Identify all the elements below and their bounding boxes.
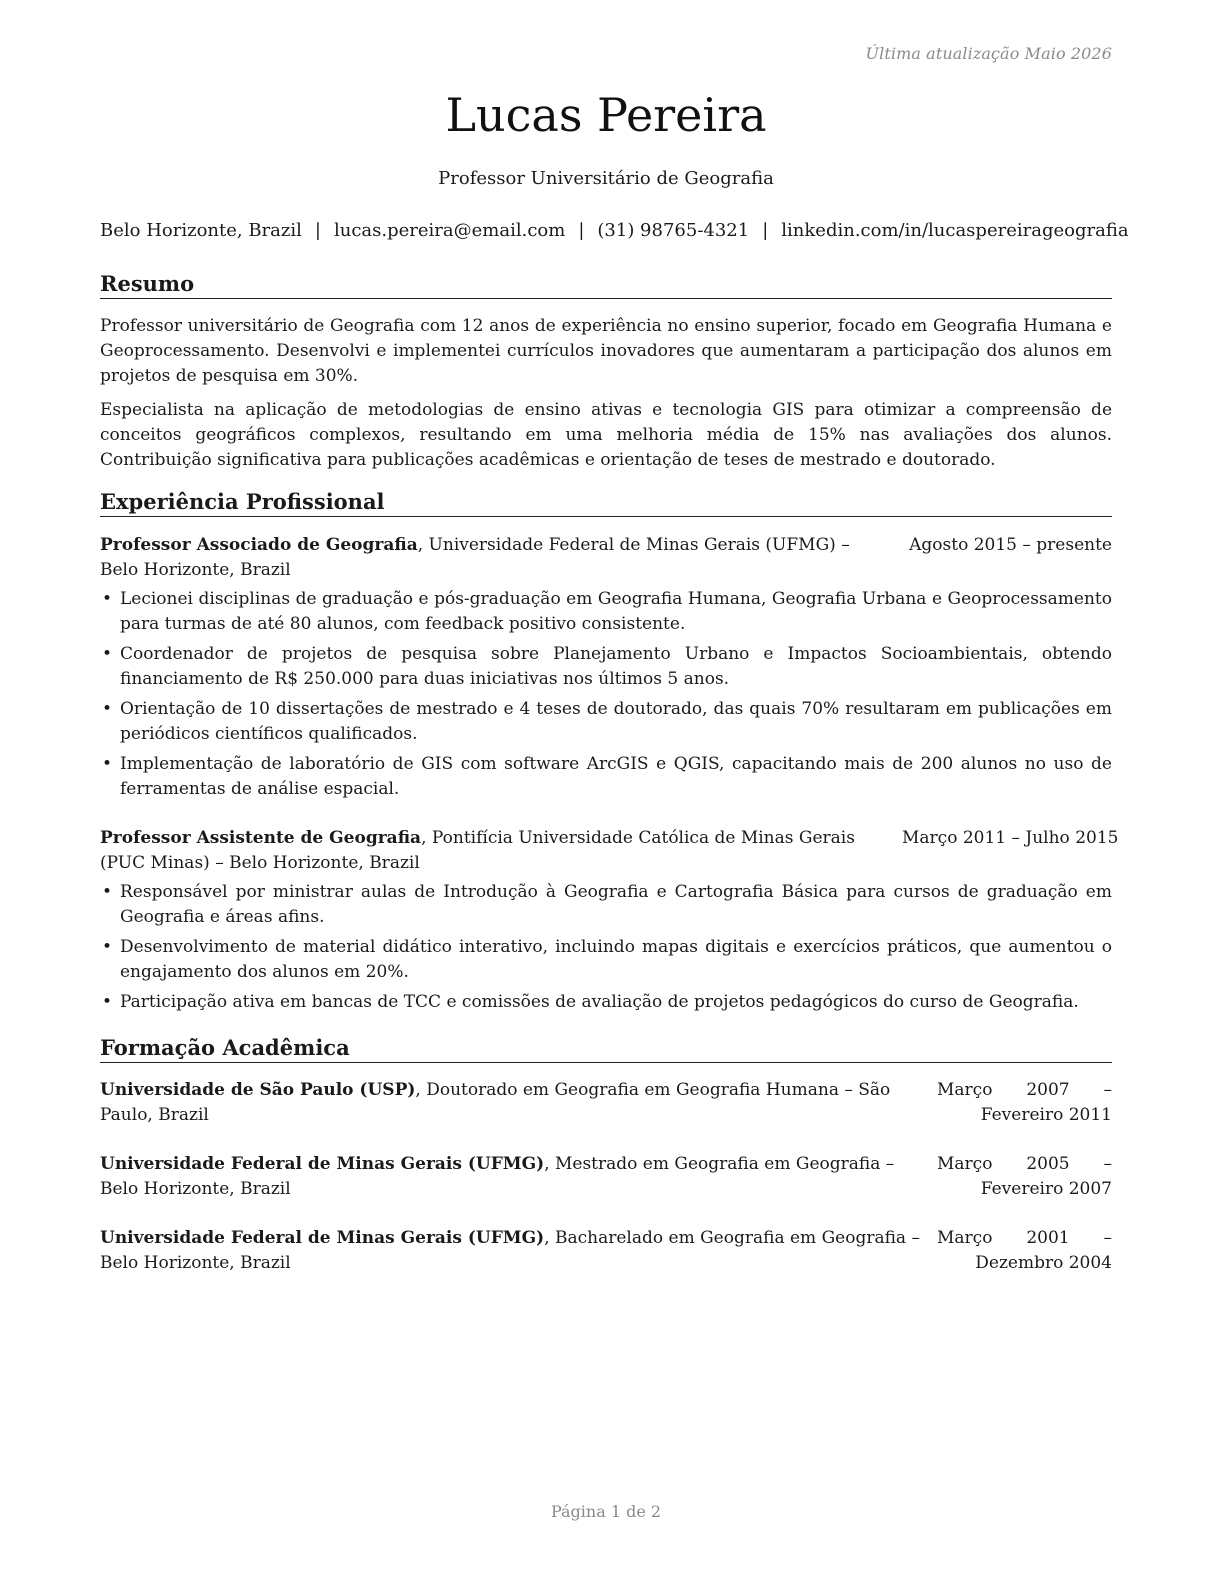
bullet-icon: • [102, 882, 113, 902]
contact-separator: | [762, 220, 769, 241]
experience-entry [100, 826, 1119, 1020]
job-bullets [100, 880, 1112, 1015]
contact-email[interactable]: lucas.pereira@email.com [333, 220, 566, 241]
job-role: Professor Assistente de Geografia [100, 828, 422, 848]
education-school: Universidade Federal de Minas Gerais (UFMG) [100, 1228, 545, 1248]
education-heading [100, 1152, 920, 1202]
list-item [100, 990, 1112, 1015]
education-detail: , Doutorado em Geografia em Geografia Humana – São Paulo, Brazil [100, 1080, 891, 1125]
contact-location: Belo Horizonte, Brazil [100, 220, 302, 241]
job-bullets [100, 587, 1112, 802]
contact-line [100, 220, 1129, 242]
bullet-text: Responsável por ministrar aulas de Introdução à Geografia e Cartografia Básica para cursos de graduação em Geografia e áreas afins. [120, 882, 1112, 927]
candidate-headline: Professor Universitário de Geografia [438, 168, 774, 189]
list-item [100, 935, 1112, 985]
job-dates: Agosto 2015 – presente [909, 535, 1112, 555]
bullet-text: Implementação de laboratório de GIS com software ArcGIS e QGIS, capacitando mais de 200 alunos no uso de ferramentas de análise espacial. [120, 754, 1112, 799]
bullet-icon: • [102, 754, 113, 774]
contact-separator: | [314, 220, 321, 241]
job-organization: , Pontifícia Universidade Católica de Minas Gerais (PUC Minas) – Belo Horizonte, Brazil [100, 828, 855, 873]
education-detail: , Bacharelado em Geografia em Geografia – Belo Horizonte, Brazil [100, 1228, 920, 1273]
candidate-name: Lucas Pereira [445, 88, 767, 142]
section-title-education: Formação Acadêmica [100, 1035, 1112, 1063]
bullet-text: Lecionei disciplinas de graduação e pós-graduação em Geografia Humana, Geografia Urbana e Geoprocessamento para turmas de até 80 alunos, com feedback positivo consistente. [120, 589, 1112, 634]
summary-paragraph: Especialista na aplicação de metodologias de ensino ativas e tecnologia GIS para otimizar a compreensão de conceitos geográficos complexos, resultando em uma melhoria média de 15% nas avaliações dos alunos. Contribuição significativa para publicações acadêmicas e orientação de teses de mestrado e doutorado. [100, 400, 1112, 470]
education-entry [100, 1152, 1112, 1202]
bullet-icon: • [102, 644, 113, 664]
bullet-icon: • [102, 699, 113, 719]
job-heading [100, 826, 890, 876]
job-role: Professor Associado de Geografia [100, 535, 418, 555]
list-item [100, 880, 1112, 930]
education-detail: , Mestrado em Geografia em Geografia – Belo Horizonte, Brazil [100, 1154, 895, 1199]
list-item [100, 752, 1112, 802]
experience-entry [100, 533, 1112, 807]
education-entry [100, 1078, 1112, 1128]
section-title-experience: Experiência Profissional [100, 489, 1112, 517]
bullet-icon: • [102, 589, 113, 609]
section-title-summary: Resumo [100, 271, 1112, 299]
job-heading [100, 533, 890, 583]
education-school: Universidade de São Paulo (USP) [100, 1080, 416, 1100]
list-item [100, 587, 1112, 637]
education-dates: Março 2005 – Fevereiro 2007 [937, 1154, 1112, 1199]
bullet-text: Participação ativa em bancas de TCC e comissões de avaliação de projetos pedagógicos do curso de Geografia. [120, 992, 1079, 1012]
education-heading [100, 1078, 920, 1128]
bullet-icon: • [102, 992, 113, 1012]
bullet-icon: • [102, 937, 113, 957]
list-item [100, 697, 1112, 747]
contact-separator: | [578, 220, 585, 241]
job-organization: , Universidade Federal de Minas Gerais (UFMG) – Belo Horizonte, Brazil [100, 535, 850, 580]
resume-page [100, 0, 1129, 1584]
summary-paragraph: Professor universitário de Geografia com 12 anos de experiência no ensino superior, focado em Geografia Humana e Geoprocessamento. Desenvolvi e implementei currículos inovadores que aumentaram a participação dos alunos em projetos de pesquisa em 30%. [100, 316, 1112, 386]
contact-linkedin[interactable]: linkedin.com/in/lucaspereirageografia [781, 220, 1129, 241]
education-entry [100, 1226, 1112, 1276]
education-heading [100, 1226, 920, 1276]
contact-phone: (31) 98765-4321 [597, 220, 750, 241]
education-school: Universidade Federal de Minas Gerais (UFMG) [100, 1154, 545, 1174]
job-dates: Março 2011 – Julho 2015 [902, 828, 1119, 848]
page-number: Página 1 de 2 [550, 1502, 662, 1521]
bullet-text: Orientação de 10 dissertações de mestrado e 4 teses de doutorado, das quais 70% resultaram em publicações em periódicos científicos qualificados. [120, 699, 1112, 744]
education-dates: Março 2007 – Fevereiro 2011 [937, 1080, 1112, 1125]
bullet-text: Coordenador de projetos de pesquisa sobre Planejamento Urbano e Impactos Socioambientais, obtendo financiamento de R$ 250.000 para duas iniciativas nos últimos 5 anos. [120, 644, 1112, 689]
last-updated: Última atualização Maio 2026 [865, 44, 1112, 63]
education-dates: Março 2001 – Dezembro 2004 [937, 1228, 1112, 1273]
list-item [100, 642, 1112, 692]
bullet-text: Desenvolvimento de material didático interativo, incluindo mapas digitais e exercícios práticos, que aumentou o engajamento dos alunos em 20%. [120, 937, 1112, 982]
